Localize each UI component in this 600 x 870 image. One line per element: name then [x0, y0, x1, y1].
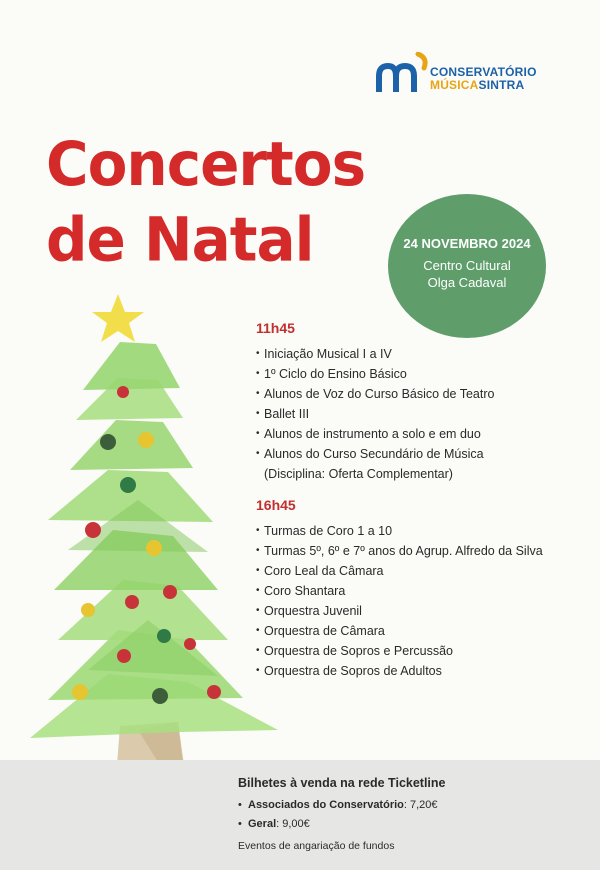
list-item: • Ballet III — [256, 404, 494, 424]
title-line1: Concertos — [46, 128, 366, 200]
session-morning — [256, 320, 494, 484]
ornament-yellow — [72, 684, 88, 700]
ornament-red — [184, 638, 196, 650]
ornament-red — [207, 685, 221, 699]
price-value: : 9,00€ — [276, 818, 310, 830]
m-note-logo-icon — [376, 52, 430, 96]
list-item: • Coro Leal da Câmara — [256, 561, 543, 581]
logo-line2-musica: MÚSICA — [430, 78, 479, 92]
price-label: Associados do Conservatório — [248, 799, 404, 811]
list-item-text: Alunos do Curso Secundário de Música — [264, 447, 484, 461]
ornament-red — [125, 595, 139, 609]
ornament-darkgreen — [152, 688, 168, 704]
price-label: Geral — [248, 818, 277, 830]
ornament-red — [163, 585, 177, 599]
list-item: • Turmas de Coro 1 a 10 — [256, 521, 543, 541]
title-line2: de Natal — [46, 203, 314, 276]
page-title — [46, 126, 365, 277]
logo-text — [430, 66, 537, 92]
session-time: 16h45 — [256, 497, 296, 513]
list-item: • Alunos de instrumento a solo e em duo — [256, 424, 494, 444]
session-time: 11h45 — [256, 320, 295, 336]
list-item: • Turmas 5º, 6º e 7º anos do Agrup. Alfredo da Silva — [256, 541, 543, 561]
event-date: 24 NOVEMBRO 2024 — [403, 236, 531, 251]
list-item: • Iniciação Musical I a IV — [256, 344, 494, 364]
ornament-yellow — [138, 432, 154, 448]
list-item: • 1º Ciclo do Ensino Básico — [256, 364, 494, 384]
event-venue-line2: Olga Cadaval — [427, 275, 507, 290]
ornament-green — [157, 629, 171, 643]
price-item — [238, 796, 438, 815]
list-item: • Alunos de Voz do Curso Básico de Teatro — [256, 384, 494, 404]
ornament-green — [120, 477, 136, 493]
tree-layer — [83, 342, 180, 390]
price-item — [238, 815, 438, 834]
session-program-list — [256, 521, 543, 681]
event-info-badge — [388, 194, 546, 338]
logo-line2-sintra: SINTRA — [478, 78, 525, 92]
list-item — [256, 444, 494, 484]
price-list — [238, 796, 438, 834]
price-value: : 7,20€ — [403, 799, 438, 811]
ornament-darkgreen — [100, 434, 116, 450]
logo-line2 — [430, 79, 537, 92]
fundraising-note: Eventos de angariação de fundos — [238, 840, 395, 852]
ornament-red — [85, 522, 101, 538]
list-item: • Orquestra de Câmara — [256, 621, 543, 641]
tree-layer — [70, 420, 193, 470]
ornament-red — [117, 649, 131, 663]
list-item: • Orquestra de Sopros e Percussão — [256, 641, 543, 661]
ornament-yellow — [81, 603, 95, 617]
session-afternoon — [256, 497, 543, 681]
list-item: • Coro Shantara — [256, 581, 543, 601]
event-venue-line1: Centro Cultural — [423, 258, 511, 273]
list-item: • Orquestra de Sopros de Adultos — [256, 661, 543, 681]
list-item: • Orquestra Juvenil — [256, 601, 543, 621]
logo-line1: CONSERVATÓRIO — [430, 65, 537, 79]
ornament-yellow — [146, 540, 162, 556]
list-item-note: (Disciplina: Oferta Complementar) — [264, 467, 453, 481]
session-program-list — [256, 344, 494, 484]
ornament-red — [117, 386, 129, 398]
ticket-info-title: Bilhetes à venda na rede Ticketline — [238, 776, 446, 790]
star-icon — [92, 294, 144, 342]
